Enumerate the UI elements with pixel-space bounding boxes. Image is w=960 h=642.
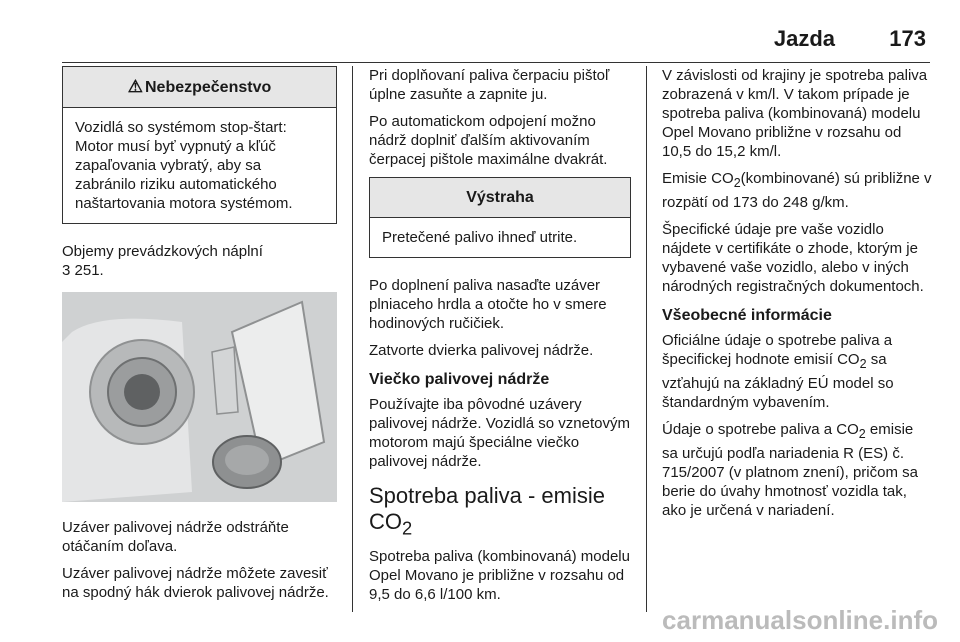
page-header [62,18,930,58]
paragraph: Zatvorte dvierka palivovej nádrže. [369,342,594,359]
caption-hang-cap: Uzáver palivovej nádrže môžete zavesiť na spodný hák dvierok palivovej nádrže. [62,565,329,601]
fuel-cap-photo [62,292,337,502]
page-number: 173 [889,26,926,51]
paragraph-official-data: Oficiálne údaje o spotrebe paliva a špecifickej hodnote emisií $CO_2$ sa vzťahujú na základný EÚ model so štandardným vybavením. [662,332,894,411]
paragraph: Po automatickom odpojení možno nádrž doplniť ďalším aktivovaním čerpacej pištole maximálne dvakrát. [369,113,608,168]
column-3 [662,66,932,528]
paragraph-emissions: Emisie $CO_2(kombinované)$ sú približne v rozpätí od 173 do 248 g/km. [662,170,932,211]
header-rule [62,62,930,63]
paragraph: Špecifické údaje pre vaše vozidlo nájdete v certifikáte o zhode, ktorým je vybavené vaše vozidlo, alebo v iných národných registračných dokumentoch. [662,221,924,295]
column-divider [352,66,353,612]
paragraph: Po doplnení paliva nasaďte uzáver plniaceho hrdla a otočte ho v smere hodinových ručičiek. [369,277,607,332]
paragraph: Spotreba paliva (kombinovaná) modelu Opel Movano je približne v rozsahu od 9,5 do 6,6 l/100 km. [369,548,630,604]
paragraph: Pri doplňovaní paliva čerpaciu pištoľ úplne zasuňte a zapnite ju. [369,67,610,103]
caution-box-text: Pretečené palivo ihneď utrite. [382,229,578,246]
fuel-filler-illustration [62,292,337,502]
caption-remove-cap: Uzáver palivovej nádrže odstráňte otáčaním doľava. [62,519,289,555]
column-divider [646,66,647,612]
paragraph: Používajte iba pôvodné uzávery palivovej nádrže. Vozidlá so vznetovým motorom majú špeciálne viečko palivovej nádrže. [369,396,630,470]
section-title: Jazda [773,26,835,51]
column-2 [369,66,631,612]
warning-triangle-icon: ⚠ [127,77,143,96]
heading-general-info: Všeobecné informácie [662,307,832,324]
watermark: carmanualsonline.info [662,605,938,635]
danger-box-text: Vozidlá so systémom stop-štart: Motor musí byť vypnutý a kľúč zapaľovania vybratý, aby sa zabránilo riziku automatického naštartovania motora systémom. [75,119,293,212]
paragraph-regulation: Údaje o spotrebe paliva a $CO_2$ emisie sa určujú podľa nariadenia R (ES) č. 715/2007 (v platnom znení), pričom sa berie do úvahy hmotnosť vozidla tak, ako je určená v nariadení. [662,421,918,519]
heading-fuel-consumption: Spotreba paliva - emisie $CO_2$ [369,483,606,539]
page-reference-link[interactable]: 3 251. [62,262,104,279]
capacities-paragraph: Objemy prevádzkových náplní 3 251. [62,243,263,279]
caution-box-title: Výstraha [370,178,630,218]
column-1 [62,66,337,610]
caution-box [369,177,631,258]
heading-fuel-cap: Viečko palivovej nádrže [369,371,550,388]
danger-box [62,66,337,224]
paragraph: V závislosti od krajiny je spotreba paliva zobrazená v km/l. V takom prípade je spotreba paliva (kombinovaná) modelu Opel Movano približne v rozsahu od 10,5 do 15,2 km/l. [662,67,928,160]
danger-box-title: ⚠ Nebezpečenstvo [63,67,336,108]
